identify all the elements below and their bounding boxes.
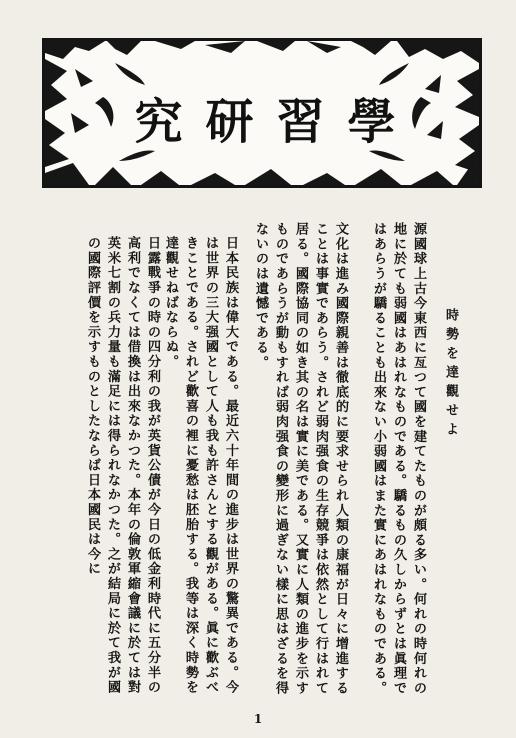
- article-paragraph-1: 源國球上古今東西に亙つて國を建てたものが頗る多い。何れの時何れの地に於ても弱國はあはれなものである。驕るもの久しからずとは眞理ではあらうが驕ることも出來ない小弱國はまた實にあはれなものである。: [371, 222, 426, 696]
- masthead-title: [123, 93, 407, 151]
- title-char: 研: [205, 94, 254, 150]
- article-paragraph-4: 日露戰爭の時の四分利の我が英貨公債が今日の低金利時代に五分半の高利でなくては借換は出來なかつた。本年の倫敦軍縮會議に於ては對英米七割の兵力量も滿足には得られなかつた。之が結局に於て我が國の國際評價を示すものとしたならば日本國民は今に: [85, 236, 160, 695]
- title-char: 習: [276, 94, 325, 150]
- article-paragraph-2: 文化は進み國際親善は徹底的に要求せられ人類の康福が日々に增進することは事實であらう。されど弱肉强食の生存競爭は依然として行はれて居る。國際協同の如き其の名は實に美である。又實に人類の進步を示すものであらうが動もすれば弱肉强食の變形に過ぎない樣に思はざるを得ないのは遺憾である。: [253, 222, 348, 696]
- page-number: 1: [253, 712, 263, 726]
- article-paragraph-3: 日本民族は偉大である。最近六十年間の進步は世界の驚異である。今は世界の三大强國として人も我も許さんとする觀がある。眞に歡ぶべきことである。されど歡喜の裡に憂愁は胚胎する。我等は深く時勢を達觀せねばならぬ。: [163, 236, 238, 695]
- masthead-banner: [42, 38, 482, 188]
- title-char: 學: [347, 94, 396, 150]
- article-heading: 時勢を達觀せよ: [443, 308, 458, 441]
- title-char: 究: [134, 94, 183, 150]
